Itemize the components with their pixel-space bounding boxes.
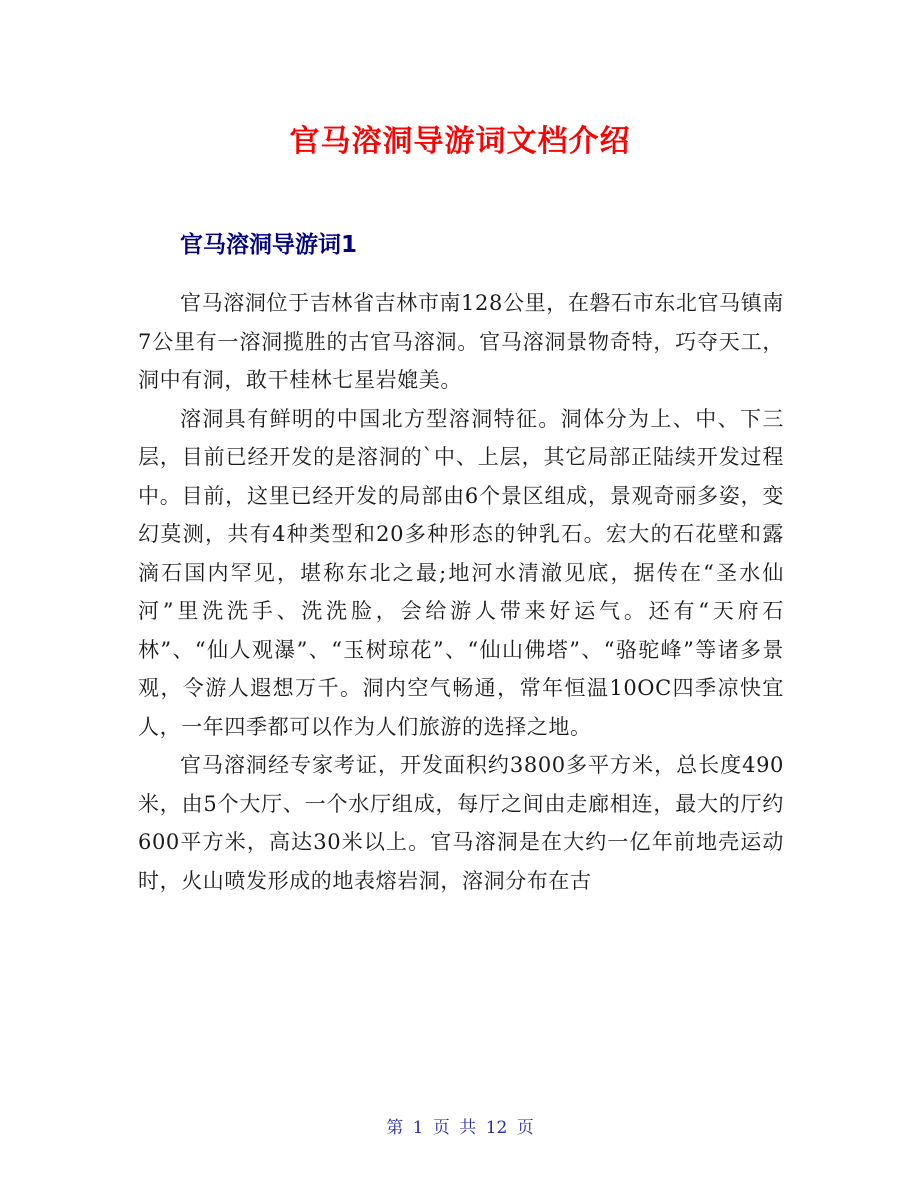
paragraph: 官马溶洞经专家考证，开发面积约3800多平方米，总长度490米，由5个大厅、一个水厅组成，每厅之间由走廊相连，最大的厅约600平方米，高达30米以上。官马溶洞是在大约一亿年前地壳运动时，火山喷发形成的地表熔岩洞，溶洞分布在古	[138, 753, 784, 893]
section-heading: 官马溶洞导游词1	[180, 232, 358, 258]
document-body	[138, 284, 784, 900]
page-number-footer: 第 1 页 共 12 页	[386, 1118, 534, 1138]
paragraph: 溶洞具有鲜明的中国北方型溶洞特征。洞体分为上、中、下三层，目前已经开发的是溶洞的`中、上层，其它局部正陆续开发过程中。目前，这里已经开发的局部由6个景区组成，景观奇丽多姿，变幻莫测，共有4种类型和20多种形态的钟乳石。宏大的石花壁和露滴石国内罕见，堪称东北之最;地河水清澈见底，据传在“圣水仙河”里洗洗手、洗洗脸，会给游人带来好运气。还有“天府石林”、“仙人观瀑”、“玉树琼花”、“仙山佛塔”、“骆驼峰”等诸多景观，令游人遐想万千。洞内空气畅通，常年恒温10OC四季凉快宜人，一年四季都可以作为人们旅游的选择之地。	[138, 406, 784, 739]
document-title: 官马溶洞导游词文档介绍	[289, 124, 631, 159]
paragraph: 官马溶洞位于吉林省吉林市南128公里，在磐石市东北官马镇南7公里有一溶洞揽胜的古官马溶洞。官马溶洞景物奇特，巧夺天工，洞中有洞，敢干桂林七星岩媲美。	[138, 291, 784, 392]
